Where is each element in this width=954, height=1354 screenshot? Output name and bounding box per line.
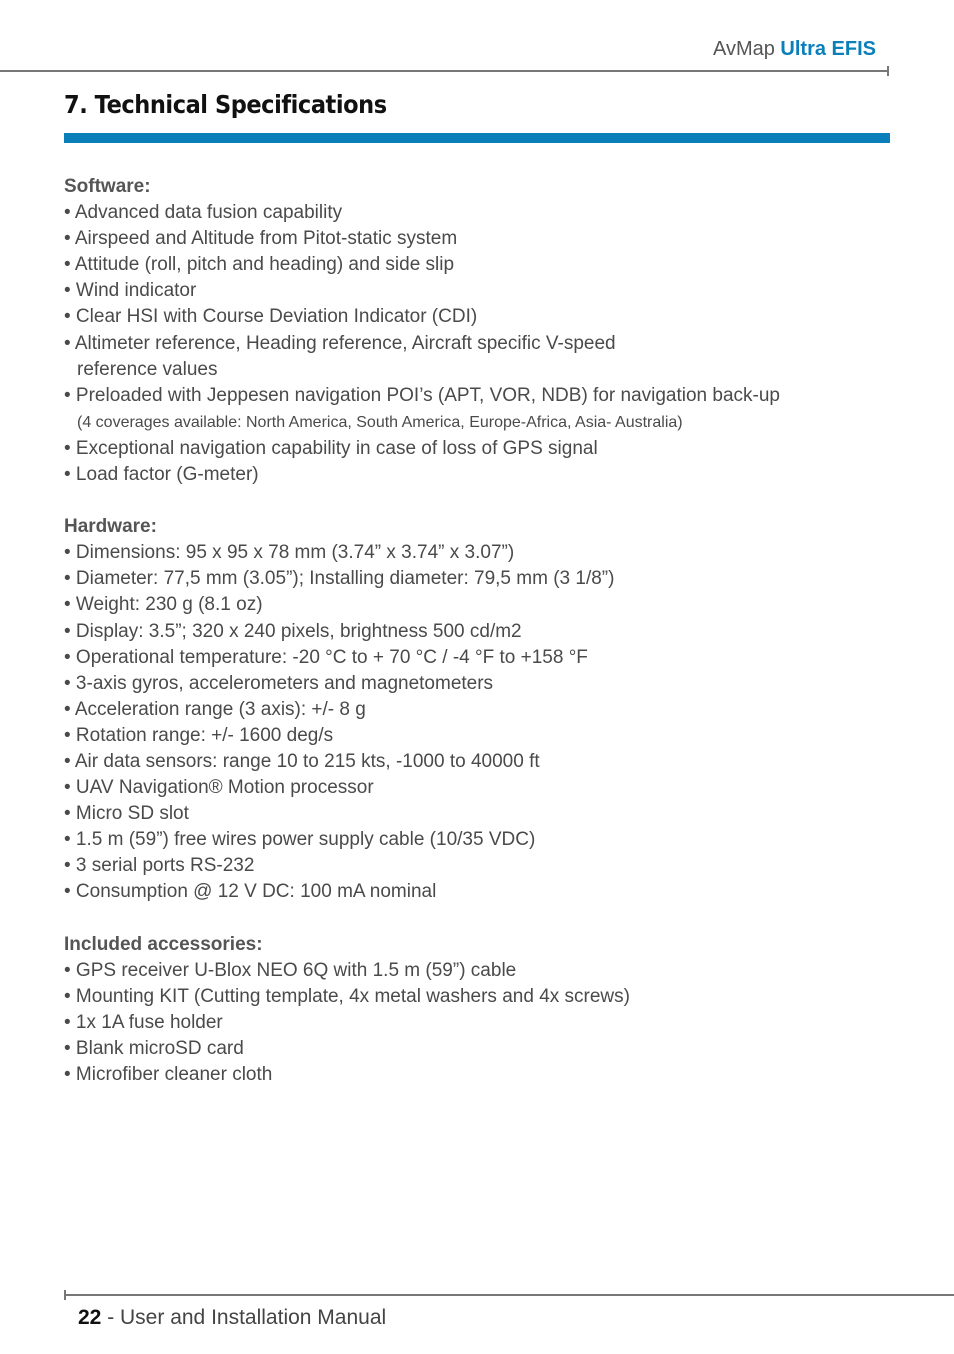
spec-item: • Altimeter reference, Heading reference, Aircraft specific V-speed <box>64 332 616 354</box>
spec-item-note <box>64 409 894 436</box>
spec-item: • Display: 3.5”; 320 x 240 pixels, brightness 500 cd/m2 <box>64 620 522 642</box>
spec-item: • Preloaded with Jeppesen navigation POI’s (APT, VOR, NDB) for navigation back-up <box>64 384 780 406</box>
spec-item: • Exceptional navigation capability in case of loss of GPS signal <box>64 437 598 459</box>
spec-item: • Airspeed and Altitude from Pitot-static system <box>64 228 458 250</box>
spec-item: • Load factor (G-meter) <box>64 464 259 486</box>
accessories-section <box>64 932 894 1089</box>
title-underline-bar <box>64 133 890 143</box>
hardware-heading: Hardware: <box>64 516 157 538</box>
page-footer <box>78 1306 386 1330</box>
page-number: 22 <box>78 1306 102 1329</box>
footer-rule-tick <box>64 1290 66 1300</box>
spec-item: • Microfiber cleaner cloth <box>64 1064 273 1085</box>
header-brand <box>713 38 876 61</box>
spec-item: • Diameter: 77,5 mm (3.05”); Installing diameter: 79,5 mm (3 1/8”) <box>64 568 615 590</box>
spec-item: • 1.5 m (59”) free wires power supply cable (10/35 VDC) <box>64 829 536 851</box>
spec-item: • 3 serial ports RS-232 <box>64 855 255 877</box>
hardware-section <box>64 514 894 905</box>
spec-item: • Acceleration range (3 axis): +/- 8 g <box>64 698 366 720</box>
spec-item: • Attitude (roll, pitch and heading) and side slip <box>64 254 455 276</box>
spec-content <box>64 174 894 1088</box>
spec-item: • Blank microSD card <box>64 1037 244 1059</box>
software-heading: Software: <box>64 176 151 197</box>
spec-item: • Advanced data fusion capability <box>64 202 343 224</box>
section-gap <box>64 906 894 932</box>
coverage-note: (4 coverages available: North America, South America, Europe-Africa, Asia- Australia) <box>77 413 683 431</box>
spec-item: • Rotation range: +/- 1600 deg/s <box>64 724 334 746</box>
product-name: Ultra EFIS <box>780 38 876 60</box>
spec-item: • Micro SD slot <box>64 803 189 825</box>
accessories-heading: Included accessories: <box>64 933 263 955</box>
spec-item: • Dimensions: 95 x 95 x 78 mm (3.74” x 3.74” x 3.07”) <box>64 542 515 564</box>
spec-item: • UAV Navigation® Motion processor <box>64 777 374 799</box>
spec-item-continuation <box>64 357 894 383</box>
spec-item: • 1x 1A fuse holder <box>64 1011 223 1033</box>
footer-rule <box>64 1294 954 1296</box>
footer-text: - User and Installation Manual <box>101 1306 387 1329</box>
spec-item: • Clear HSI with Course Deviation Indicator (CDI) <box>64 306 478 328</box>
spec-item: • Weight: 230 g (8.1 oz) <box>64 594 263 616</box>
software-section <box>64 174 894 488</box>
spec-item: • 3-axis gyros, accelerometers and magnetometers <box>64 672 494 694</box>
section-gap <box>64 488 894 514</box>
spec-item: • GPS receiver U-Blox NEO 6Q with 1.5 m (59”) cable <box>64 959 517 981</box>
header-rule-tick <box>887 66 889 76</box>
spec-item: • Mounting KIT (Cutting template, 4x metal washers and 4x screws) <box>64 985 630 1007</box>
section-title: 7. Technical Specifications <box>64 90 387 119</box>
spec-item: • Wind indicator <box>64 280 197 302</box>
spec-item: • Consumption @ 12 V DC: 100 mA nominal <box>64 881 437 903</box>
spec-item: • Air data sensors: range 10 to 215 kts, -1000 to 40000 ft <box>64 750 540 772</box>
brand-name: AvMap <box>712 38 775 60</box>
spec-item: • Operational temperature: -20 °C to + 70 °C / -4 °F to +158 °F <box>64 646 588 668</box>
continuation-text: reference values <box>77 358 218 380</box>
header-rule <box>0 70 889 72</box>
